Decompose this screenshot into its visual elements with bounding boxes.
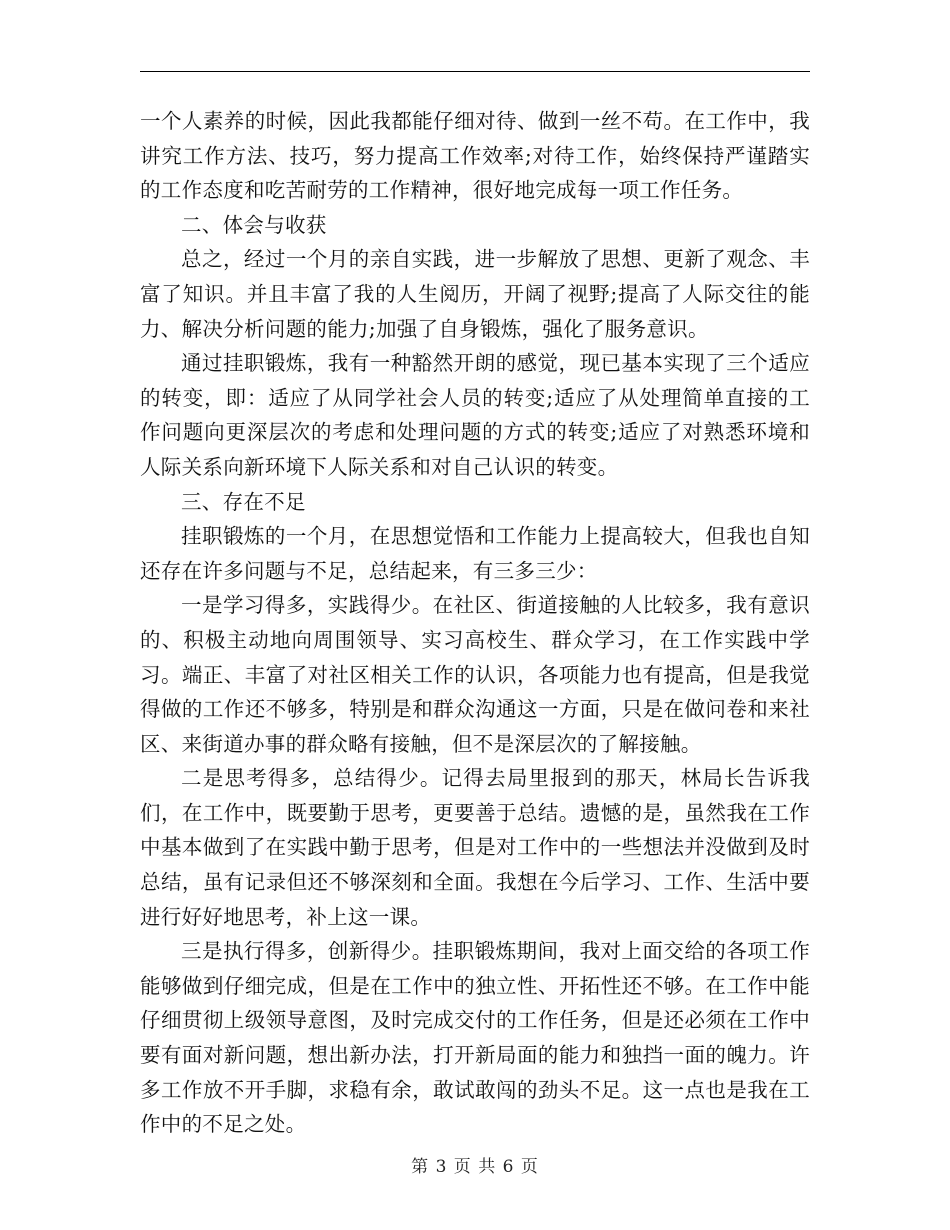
header-rule: [140, 71, 810, 72]
paragraph: 一是学习得多，实践得少。在社区、街道接触的人比较多，我有意识的、积极主动地向周围领导、实习高校生、群众学习，在工作实践中学习。端正、丰富了对社区相关工作的认识，各项能力也有提高，但是我觉得做的工作还不够多，特别是和群众沟通这一方面，只是在做问卷和来社区、来街道办事的群众略有接触，但不是深层次的了解接触。: [140, 593, 810, 756]
paragraph: 三是执行得多，创新得少。挂职锻炼期间，我对上面交给的各项工作能够做到仔细完成，但是在工作中的独立性、开拓性还不够。在工作中能仔细贯彻上级领导意图，及时完成交付的工作任务，但是还必须在工作中要有面对新问题，想出新办法，打开新局面的能力和独挡一面的魄力。许多工作放不开手脚，求稳有余，敢试敢闯的劲头不足。这一点也是我在工作中的不足之处。: [140, 939, 810, 1137]
paragraph: 挂职锻炼的一个月，在思想觉悟和工作能力上提高较大，但我也自知还存在许多问题与不足，总结起来，有三多三少：: [140, 524, 810, 583]
paragraph: 总之，经过一个月的亲自实践，进一步解放了思想、更新了观念、丰富了知识。并且丰富了我的人生阅历，开阔了视野;提高了人际交往的能力、解决分析问题的能力;加强了自身锻炼，强化了服务意识。: [140, 247, 810, 341]
page-number-footer: 第 3 页 共 6 页: [411, 1157, 539, 1177]
paragraph: 一个人素养的时候，因此我都能仔细对待、做到一丝不苟。在工作中，我讲究工作方法、技巧，努力提高工作效率;对待工作，始终保持严谨踏实的工作态度和吃苦耐劳的工作精神，很好地完成每一项工作任务。: [140, 109, 810, 203]
document-body: [140, 104, 810, 1142]
section-heading-shortcomings: 三、存在不足: [181, 489, 306, 514]
paragraph: 二是思考得多，总结得少。记得去局里报到的那天，林局长告诉我们，在工作中，既要勤于思考，更要善于总结。遗憾的是，虽然我在工作中基本做到了在实践中勤于思考，但是对工作中的一些想法并没做到及时总结，虽有记录但还不够深刻和全面。我想在今后学习、工作、生活中要进行好好地思考，补上这一课。: [140, 766, 810, 929]
section-heading-gains: 二、体会与收获: [181, 212, 327, 237]
paragraph: 通过挂职锻炼，我有一种豁然开朗的感觉，现已基本实现了三个适应的转变，即：适应了从同学社会人员的转变;适应了从处理简单直接的工作问题向更深层次的考虑和处理问题的方式的转变;适应了对熟悉环境和人际关系向新环境下人际关系和对自己认识的转变。: [140, 351, 810, 479]
